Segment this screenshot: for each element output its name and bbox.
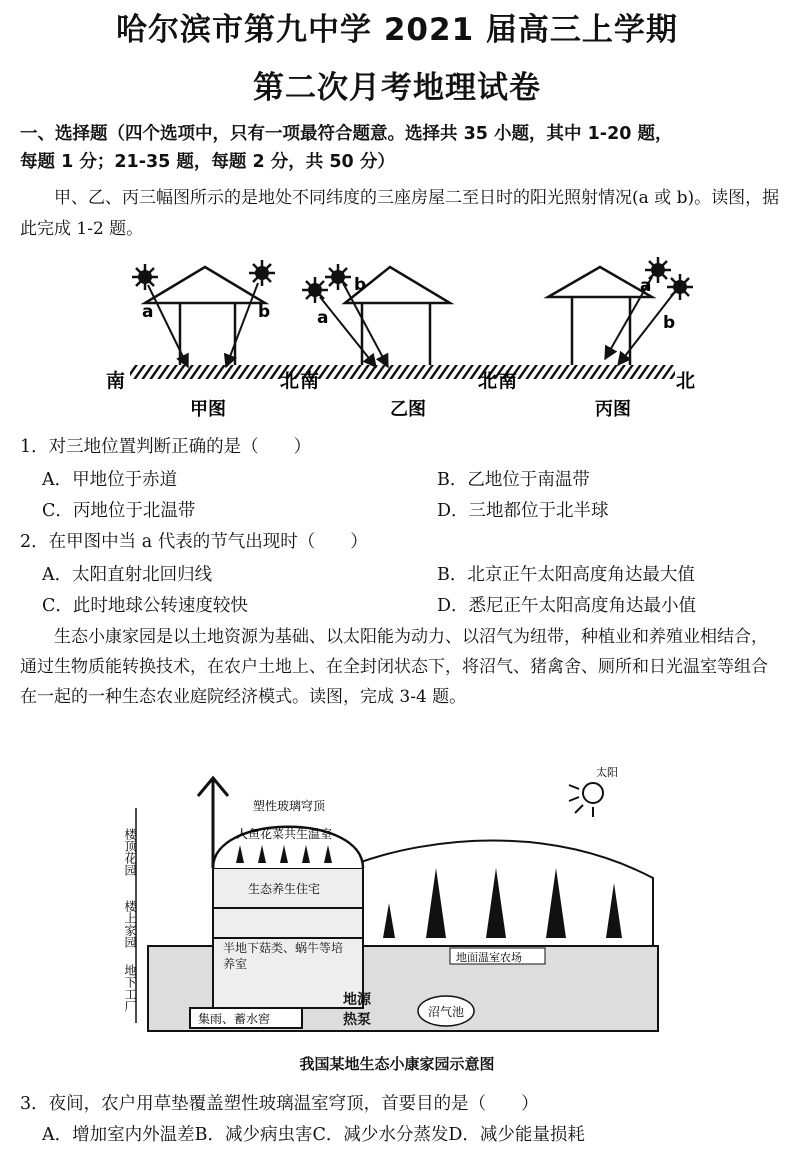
intro-paragraph-2: 生态小康家园是以土地资源为基础、以太阳能为动力、以沼气为纽带，种植业和养殖业相结合，通过生物质能转换技术，在农户土地上、在全封闭状态下，将沼气、猪禽舍、厕所和日光温室等组合在一起的一种生态农业庭院经济模式。读图，完成 3-4 题。 <box>20 627 768 707</box>
question-3-option-b[interactable]: B．减少病虫害 <box>194 1125 313 1145</box>
question-3-option-a[interactable]: A．增加室内外温差 <box>42 1125 195 1145</box>
section-heading-line1: 一、选择题（四个选项中，只有一项最符合题意。选择共 35 小题，其中 1-20 题， <box>20 124 673 144</box>
house-name: 甲图 <box>190 399 226 420</box>
intro-paragraph-1: 甲、乙、丙三幅图所示的是地处不同纬度的三座房屋二至日时的阳光照射情况(a 或 b)。读图，据此完成 1-2 题。 <box>20 188 780 239</box>
ray-b-label: b <box>354 275 367 295</box>
section-heading-line2: 每题 1 分；21-35 题，每题 2 分，共 50 分） <box>20 152 395 172</box>
question-2-stem: 2．在甲图中当 a 代表的节气出现时（ ） <box>20 532 368 552</box>
sun-icon <box>569 783 603 817</box>
side-label-upstairs: 楼上家园 <box>123 900 137 948</box>
question-3-options <box>42 1123 585 1147</box>
house-name: 丙图 <box>595 399 631 420</box>
page-title: 哈尔滨市第九中学 2021 届高三上学期 <box>116 12 678 48</box>
ray-a-label: a <box>640 276 652 296</box>
question-1-option-c[interactable]: C．丙地位于北温带 <box>42 501 196 521</box>
south-label: 南 <box>106 370 126 392</box>
farm-label: 地面温室农场 <box>456 951 522 964</box>
question-3-option-d[interactable]: D．减少能量损耗 <box>448 1125 585 1145</box>
question-2-option-b[interactable]: B．北京正午太阳高度角达最大值 <box>437 565 695 585</box>
biogas-label: 沼气池 <box>428 1005 465 1019</box>
question-2-option-a[interactable]: A．太阳直射北回归线 <box>42 565 213 585</box>
sun-icon <box>325 264 351 290</box>
house-name: 乙图 <box>390 399 426 420</box>
basement-label: 半地下菇类、蜗牛等培养室 <box>223 941 344 971</box>
house-jia <box>106 260 299 420</box>
ray-b-label: b <box>258 302 271 322</box>
page-subtitle: 第二次月考地理试卷 <box>253 70 541 106</box>
figure-caption: 我国某地生态小康家园示意图 <box>299 1055 495 1073</box>
north-label: 北 <box>478 370 498 392</box>
side-label-roof-garden: 楼顶花园 <box>123 828 137 876</box>
sun-label: 太阳 <box>596 766 618 779</box>
south-label: 南 <box>300 370 320 392</box>
house-bing <box>498 257 695 420</box>
ray-b-label: b <box>663 313 676 333</box>
question-1-option-b[interactable]: B．乙地位于南温带 <box>437 470 590 490</box>
sun-angle-figure <box>100 255 700 425</box>
north-label: 北 <box>676 370 696 392</box>
question-1-option-d[interactable]: D．三地都位于北半球 <box>437 501 609 521</box>
sun-icon <box>249 260 275 286</box>
question-2-option-d[interactable]: D．悉尼正午太阳高度角达最小值 <box>437 596 697 616</box>
sun-icon <box>302 277 328 303</box>
question-3-stem: 3．夜间，农户用草垫覆盖塑性玻璃温室穹顶，首要目的是（ ） <box>20 1094 539 1114</box>
ray-a-label: a <box>317 308 329 328</box>
dome-label: 塑性玻璃穹顶 <box>253 799 326 813</box>
question-1-stem: 1．对三地位置判断正确的是（ ） <box>20 437 312 457</box>
living-label: 生态养生住宅 <box>248 882 321 896</box>
question-1-option-a[interactable]: A．甲地位于赤道 <box>42 470 178 490</box>
house-yi <box>300 264 497 420</box>
north-label: 北 <box>280 370 300 392</box>
side-label-underground: 地下工厂 <box>123 964 137 1012</box>
storage-label: 集雨、蓄水窖 <box>198 1012 271 1026</box>
south-label: 南 <box>498 370 518 392</box>
heatpump-label: 地源热泵 <box>343 992 371 1028</box>
sun-icon <box>132 264 158 290</box>
greenhouse-label: 人鱼花菜共生温室 <box>236 827 333 841</box>
ray-a-label: a <box>142 302 154 322</box>
eco-home-diagram <box>123 766 668 1043</box>
question-3-option-c[interactable]: C．减少水分蒸发 <box>312 1125 449 1145</box>
section-heading <box>20 120 780 176</box>
question-2-option-c[interactable]: C．此时地球公转速度较快 <box>42 596 248 616</box>
